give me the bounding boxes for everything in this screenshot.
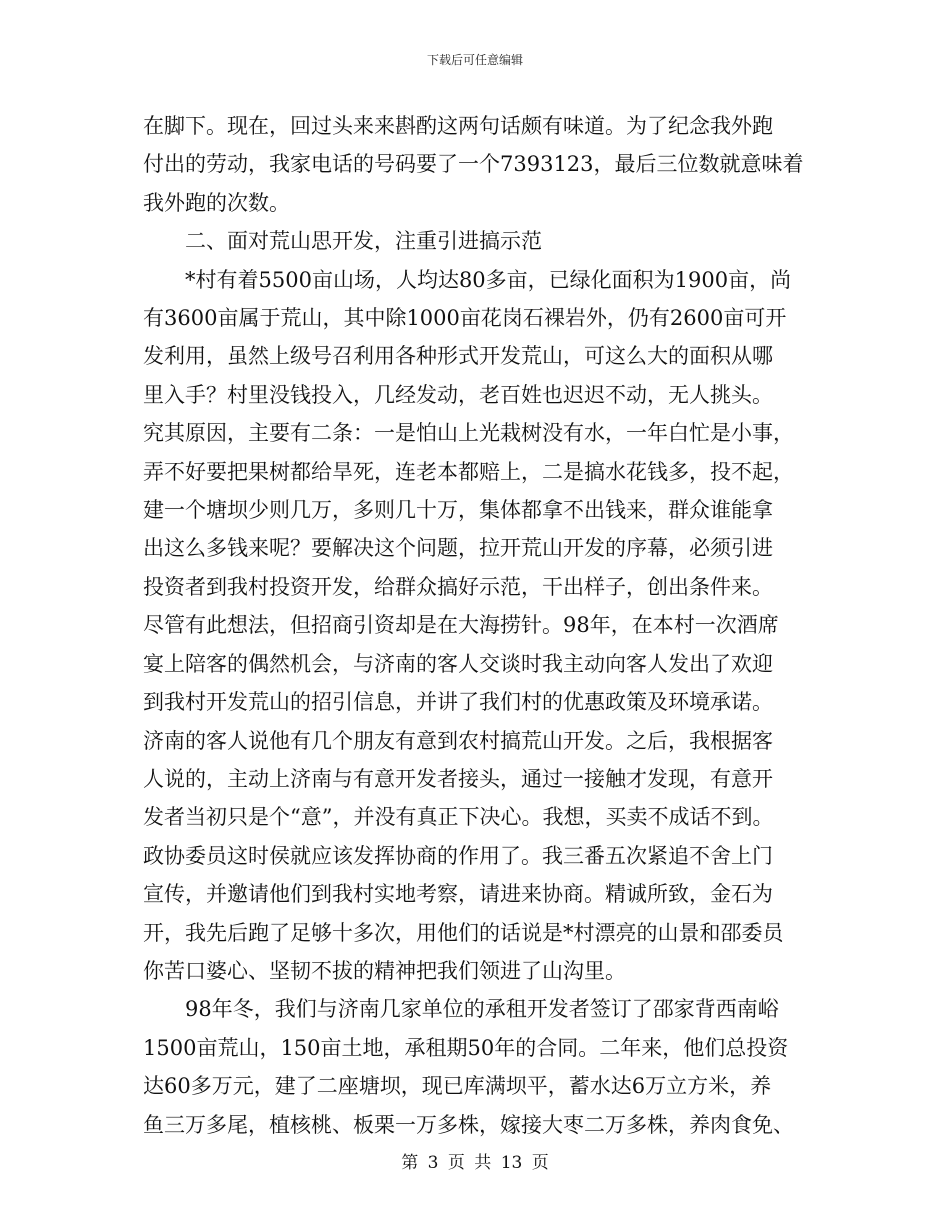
page-footer: 第 3 页 共 13 页: [401, 1153, 549, 1173]
text-line: 1500亩荒山，150亩土地，承租期50年的合同。二年来，他们总投资: [143, 1035, 789, 1060]
text-line: 弄不好要把果树都给旱死，连老本都赔上，二是搞水花钱多，投不起，: [143, 459, 794, 484]
text-line: 里入手？村里没钱投入，几经发动，老百姓也迟迟不动，无人挑头。: [143, 382, 773, 407]
text-line: 建一个塘坝少则几万，多则几十万，集体都拿不出钱来，群众谁能拿: [143, 498, 773, 523]
text-line: 政协委员这时侯就应该发挥协商的作用了。我三番五次紧追不舍上门: [143, 843, 773, 868]
text-line: 在脚下。现在，回过头来来斟酌这两句话颇有味道。为了纪念我外跑: [143, 114, 773, 138]
text-line: 宴上陪客的偶然机会，与济南的客人交谈时我主动向客人发出了欢迎: [143, 651, 773, 676]
paragraph-2: [143, 261, 811, 991]
text-line: 付出的劳动，我家电话的号码要了一个7393123，最后三位数就意味着: [143, 152, 804, 177]
text-line: 发利用，虽然上级号召利用各种形式开发荒山，可这么大的面积从哪: [143, 344, 773, 369]
text-line: 达60多万元，建了二座塘坝，现已库满坝平，蓄水达6万立方米，养: [143, 1074, 772, 1099]
document-body: [143, 107, 811, 1144]
text-line: 鱼三万多尾，植核桃、板栗一万多株，嫁接大枣二万多株，养肉食免、: [143, 1112, 794, 1137]
page-header: 下载后可任意编辑: [426, 53, 523, 67]
text-line: 人说的，主动上济南与有意开发者接头，通过一接触才发现，有意开: [143, 766, 773, 791]
text-line: 开，我先后跑了足够十多次，用他们的话说是*村漂亮的山景和邵委员: [143, 920, 784, 945]
text-line: 尽管有此想法，但招商引资却是在大海捞针。98年，在本村一次酒席: [143, 613, 779, 638]
text-line: *村有着5500亩山场，人均达80多亩，已绿化面积为1900亩，尚: [185, 267, 792, 292]
section-heading-text: 二、面对荒山思开发，注重引进搞示范: [185, 229, 542, 254]
paragraph-3: [143, 990, 811, 1144]
text-line: 有3600亩属于荒山，其中除1000亩花岗石裸岩外，仍有2600亩可开: [143, 306, 787, 331]
text-line: 出这么多钱来呢？要解决这个问题，拉开荒山开发的序幕，必须引进: [143, 536, 773, 561]
text-line: 济南的客人说他有几个朋友有意到农村搞荒山开发。之后，我根据客: [143, 728, 773, 753]
section-heading: [143, 222, 811, 260]
text-line: 到我村开发荒山的招引信息，并讲了我们村的优惠政策及环境承诺。: [143, 690, 773, 715]
text-line: 究其原因，主要有二条：一是怕山上光栽树没有水，一年白忙是小事，: [143, 421, 794, 446]
text-line: 宣传，并邀请他们到我村实地考察，请进来协商。精诚所致，金石为: [143, 882, 773, 907]
text-line: 发者当初只是个“意”，并没有真正下决心。我想，买卖不成话不到。: [143, 805, 774, 830]
text-line: 我外跑的次数。: [143, 190, 290, 215]
text-line: 98年冬，我们与济南几家单位的承租开发者签订了邵家背西南峪: [185, 997, 779, 1022]
text-line: 你苦口婆心、坚韧不拔的精神把我们领进了山沟里。: [143, 958, 626, 983]
paragraph-1: [143, 107, 811, 222]
text-line: 投资者到我村投资开发，给群众搞好示范，干出样子，创出条件来。: [143, 574, 773, 599]
